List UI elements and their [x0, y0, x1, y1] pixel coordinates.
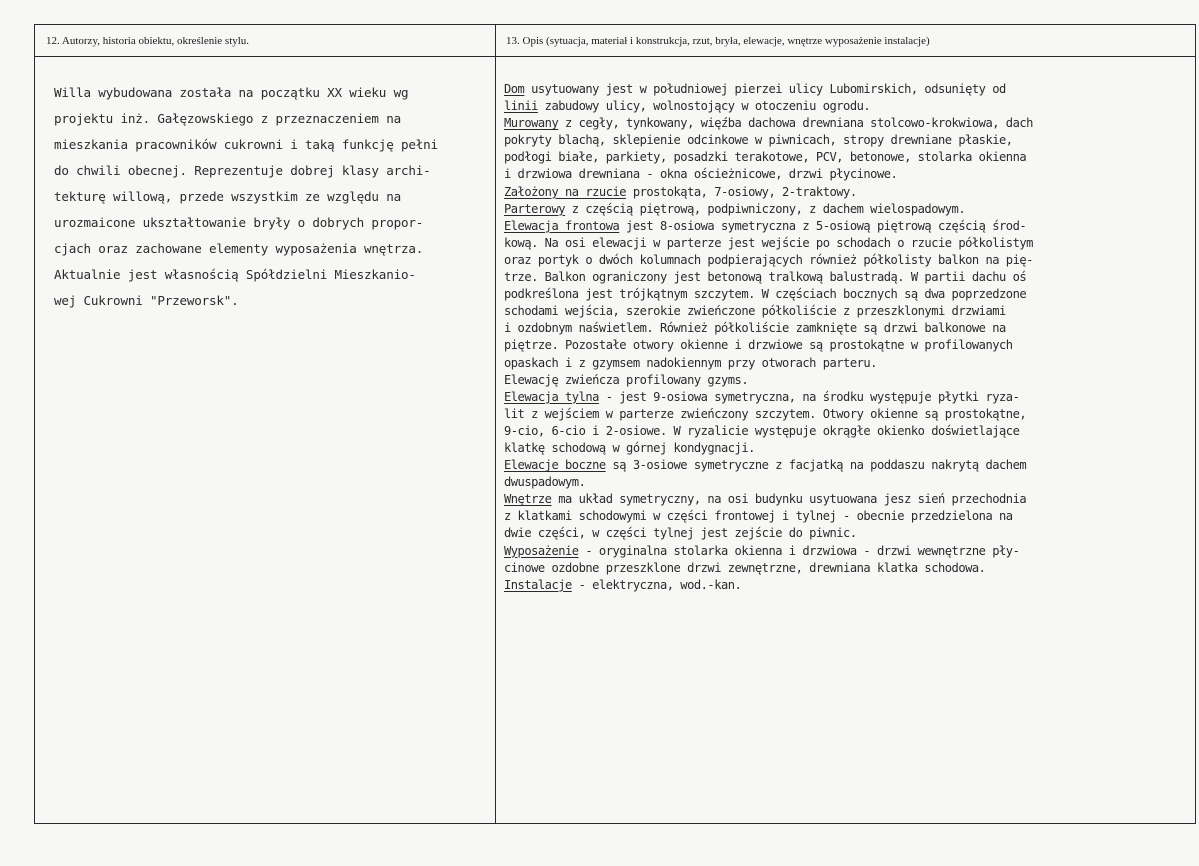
underlined-keyword: Instalacje — [504, 577, 572, 592]
line-text: opaskach i z gzymsem nadokiennym przy otworach parteru. — [504, 355, 877, 370]
line-text: - oryginalna stolarka okienna i drzwiowa - drzwi wewnętrzne pły- — [578, 543, 1020, 558]
line-text: klatkę schodową w górnej kondygnacji. — [504, 440, 755, 455]
description-text-line — [504, 543, 1194, 560]
line-text: - elektryczna, wod.-kan. — [571, 577, 742, 592]
line-text: trze. Balkon ograniczony jest betonową tralkową balustradą. W partii dachu oś — [504, 270, 1027, 285]
history-text-block — [54, 80, 494, 314]
history-text-line: Aktualnie jest własnością Spółdzielni Mieszkanio- — [54, 267, 416, 282]
underlined-keyword: Wyposażenie — [504, 543, 579, 558]
underlined-keyword: Wnętrze — [504, 492, 552, 507]
line-text: podłogi białe, parkiety, posadzki terakotowe, PCV, betonowe, stolarka okienna — [504, 150, 1027, 165]
description-text-line — [504, 166, 1194, 183]
line-text: lit z wejściem w parterze zwieńczony szczytem. Otwory okienne są prostokątne, — [504, 406, 1027, 421]
line-text: dwuspadowym. — [504, 475, 586, 490]
line-text: oraz portyk o dwóch kolumnach podpierających również półkolisty balkon na pię- — [504, 252, 1033, 267]
history-text-line: mieszkania pracowników cukrowni i taką funkcję pełni — [54, 137, 438, 152]
description-text-line — [504, 577, 1194, 594]
frame-left-rule — [34, 24, 35, 824]
line-text: Elewację zwieńcza profilowany gzyms. — [504, 372, 749, 387]
line-text: piętrze. Pozostałe otwory okienne i drzwiowe są prostokątne w profilowanych — [504, 338, 1013, 353]
history-text-line: urozmaicone ukształtowanie bryły o dobrych propor- — [54, 215, 424, 230]
history-text-line: Willa wybudowana została na początku XX wieku wg — [54, 85, 409, 100]
line-text: - jest 9-osiowa symetryczna, na środku występuje płytki ryza- — [598, 389, 1020, 404]
history-text-line: projektu inż. Gałęzowskiego z przeznaczeniem na — [54, 111, 401, 126]
section-12-heading: 12. Autorzy, historia obiektu, określenie stylu. — [46, 35, 250, 47]
line-text: z klatkami schodowymi w części frontowej i tylnej - obecnie przedzielona na — [504, 509, 1013, 524]
section-13-heading: 13. Opis (sytuacja, materiał i konstrukcja, rzut, bryła, elewacje, wnętrze wyposażenie instalacje) — [506, 35, 930, 47]
line-text: cinowe ozdobne przeszklone drzwi zewnętrzne, drewniana klatka schodowa. — [504, 560, 986, 575]
line-text: kową. Na osi elewacji w parterze jest wejście po schodach o rzucie półkolistym — [504, 235, 1033, 250]
description-text-line — [504, 252, 1194, 269]
underlined-keyword: Elewacja frontowa — [504, 218, 620, 233]
line-text: zabudowy ulicy, wolnostojący w otoczeniu ogrodu. — [537, 99, 871, 114]
underlined-keyword: Dom — [504, 82, 525, 96]
line-text: z cegły, tynkowany, więźba dachowa drewniana stolcowo-krokwiowa, dach — [558, 116, 1033, 131]
frame-right-rule — [1195, 24, 1196, 824]
line-text: jest 8-osiowa symetryczna z 5-osiową piętrową częścią środ- — [619, 218, 1027, 233]
description-text-line — [504, 560, 1194, 577]
frame-top-rule — [34, 24, 1196, 25]
description-text-line — [504, 423, 1194, 440]
description-text-line — [504, 372, 1194, 389]
line-text: podkreślona jest trójkątnym szczytem. W częściach bocznych są dwa poprzedzone — [504, 287, 1027, 302]
history-text-line: wej Cukrowni "Przeworsk". — [54, 293, 239, 308]
line-text: ma układ symetryczny, na osi budynku usytuowana jesz sień przechodnia — [551, 492, 1027, 507]
line-text: z częścią piętrową, podpiwniczony, z dachem wielospadowym. — [565, 201, 966, 216]
description-text-line — [504, 218, 1194, 235]
underlined-keyword: Założony na rzucie — [504, 184, 627, 199]
header-divider-rule — [34, 56, 1196, 57]
description-text-line — [504, 286, 1194, 303]
underlined-keyword: linii — [504, 99, 538, 114]
description-text-line — [504, 149, 1194, 166]
description-text-line — [504, 98, 1194, 115]
line-text: prostokąta, 7-osiowy, 2-traktowy. — [626, 184, 857, 199]
description-text-line — [504, 201, 1194, 218]
history-text-line: tekturę willową, przede wszystkim ze względu na — [54, 189, 401, 204]
history-text-line: do chwili obecnej. Reprezentuje dobrej klasy archi- — [54, 163, 431, 178]
underlined-keyword: Elewacja tylna — [504, 389, 599, 404]
underlined-keyword: Elewacje boczne — [504, 458, 606, 473]
description-text-line — [504, 269, 1194, 286]
description-text-line — [504, 406, 1194, 423]
line-text: pokryty blachą, sklepienie odcinkowe w piwnicach, stropy drewniane płaskie, — [504, 133, 1013, 148]
description-text-line — [504, 474, 1194, 491]
description-text-line — [504, 389, 1194, 406]
frame-bottom-rule — [34, 823, 1196, 824]
history-text-line: cjach oraz zachowane elementy wyposażenia wnętrza. — [54, 241, 424, 256]
description-text-line — [504, 491, 1194, 508]
line-text: są 3-osiowe symetryczne z facjatką na poddaszu nakrytą dachem — [605, 458, 1027, 473]
description-text-line — [504, 457, 1194, 474]
line-text: i ozdobnym naświetlem. Również półkoliście zamknięte są drzwi balkonowe na — [504, 321, 1006, 336]
description-text-block — [504, 81, 1194, 594]
description-text-line — [504, 184, 1194, 201]
description-text-line — [504, 235, 1194, 252]
line-text: schodami wejścia, szerokie zwieńczone półkoliście z przeszklonymi drzwiami — [504, 304, 1006, 319]
description-text-line — [504, 337, 1194, 354]
description-text-line — [504, 320, 1194, 337]
description-text-line — [504, 525, 1194, 542]
underlined-keyword: Parterowy — [504, 201, 566, 216]
line-text: i drzwiowa drewniana - okna ościeżnicowe, drzwi płycinowe. — [504, 167, 898, 182]
description-text-line — [504, 355, 1194, 372]
line-text: 9-cio, 6-cio i 2-osiowe. W ryzalicie występuje okrągłe okienko doświetlające — [504, 423, 1020, 438]
description-text-line — [504, 440, 1194, 457]
line-text: usytuowany jest w południowej pierzei ulicy Lubomirskich, odsunięty od — [524, 82, 1006, 96]
column-divider-rule — [495, 24, 496, 824]
description-text-line — [504, 115, 1194, 132]
description-text-line — [504, 508, 1194, 525]
description-text-line — [504, 81, 1194, 98]
description-text-line — [504, 132, 1194, 149]
line-text: dwie części, w części tylnej jest zejście do piwnic. — [504, 526, 857, 541]
description-text-line — [504, 303, 1194, 320]
underlined-keyword: Murowany — [504, 116, 559, 131]
